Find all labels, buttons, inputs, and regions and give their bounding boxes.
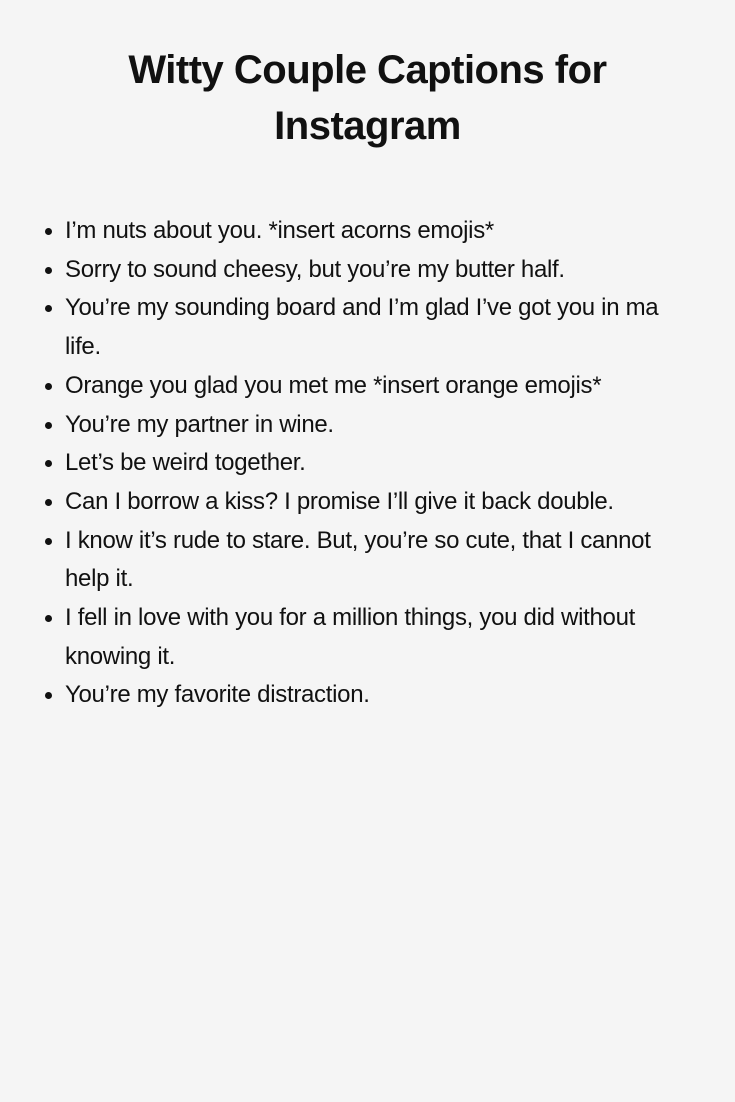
page-title: Witty Couple Captions for Instagram	[128, 48, 607, 148]
caption-item: • Let’s be weird together.	[65, 444, 697, 483]
caption-item: • I’m nuts about you. *insert acorns emojis*	[65, 212, 697, 251]
caption-item: • Sorry to sound cheesy, but you’re my butter half.	[65, 251, 697, 290]
caption-item: • You’re my favorite distraction.	[65, 676, 697, 715]
caption-item: • Orange you glad you met me *insert orange emojis*	[65, 367, 697, 406]
caption-item: • I fell in love with you for a million things, you did without knowing it.	[65, 599, 697, 676]
caption-item: • You’re my partner in wine.	[65, 406, 697, 445]
caption-item: • I know it’s rude to stare. But, you’re so cute, that I cannot help it.	[65, 522, 697, 599]
caption-item: • Can I borrow a kiss? I promise I’ll give it back double.	[65, 483, 697, 522]
caption-list	[0, 212, 735, 715]
caption-item: • You’re my sounding board and I’m glad I’ve got you in ma life.	[65, 289, 697, 366]
